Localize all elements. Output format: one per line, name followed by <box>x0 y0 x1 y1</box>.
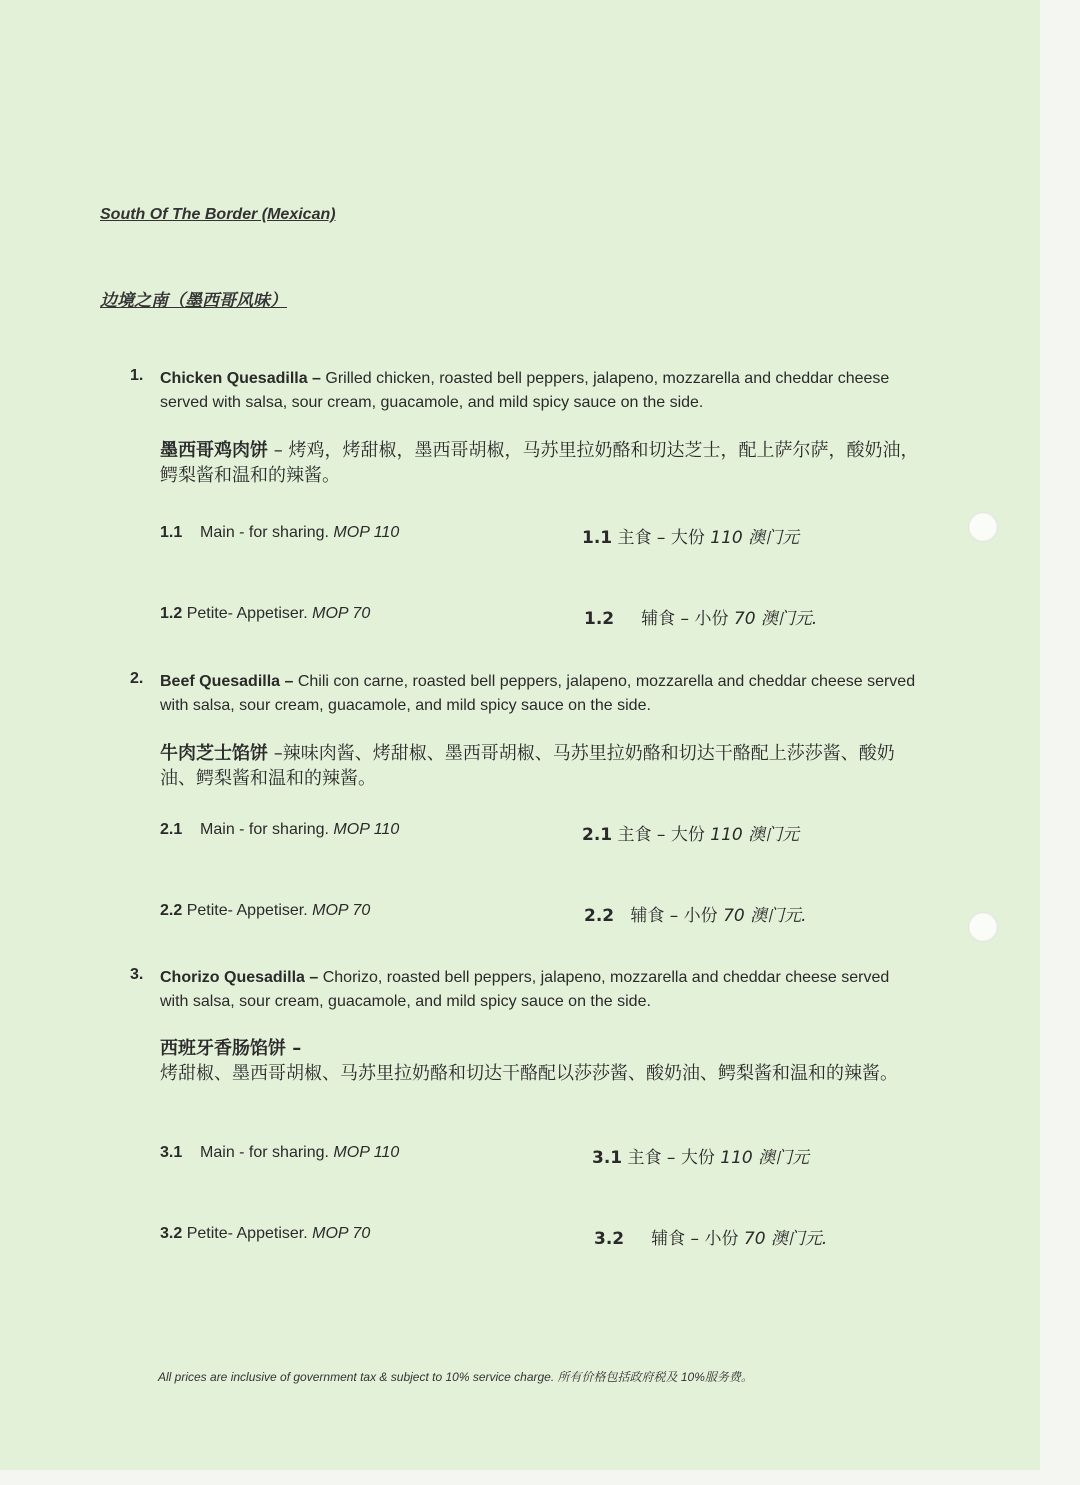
item-name-zh: 牛肉芝士馅饼 <box>160 743 268 764</box>
price-code: 2.1 <box>582 825 613 845</box>
price-main-zh <box>582 820 799 845</box>
punch-hole <box>968 512 998 542</box>
price-code: 1.1 <box>582 528 613 548</box>
item-desc-text-zh: 烤甜椒、墨西哥胡椒、马苏里拉奶酪和切达干酪配以莎莎酱、酸奶油、鳄梨酱和温和的辣酱。 <box>160 1063 898 1084</box>
price-code: 3.1 <box>592 1148 623 1168</box>
item-name-en: Chicken Quesadilla – <box>160 370 321 387</box>
price-petite-en <box>160 902 370 920</box>
item-name-zh: 墨西哥鸡肉饼 <box>160 440 268 461</box>
price-label: 主食 – 大份 <box>627 1148 715 1168</box>
price-amount: 110 澳门元 <box>710 825 800 845</box>
price-label: Petite- Appetiser. <box>186 1225 308 1242</box>
price-amount: 70 澳门元. <box>733 609 818 629</box>
scan-bottom-edge <box>0 1470 1080 1485</box>
price-label: Main - for sharing. <box>200 524 329 541</box>
price-amount: MOP 110 <box>333 821 400 838</box>
price-amount: MOP 70 <box>312 902 371 919</box>
price-label: 辅食 – 小份 <box>630 906 718 926</box>
item-desc-text-zh: – 烤鸡，烤甜椒，墨西哥胡椒，马苏里拉奶酪和切达芝士，配上萨尔萨，酸奶油，鳄梨酱和温和的辣酱。 <box>160 440 919 486</box>
price-code: 2.2 <box>584 906 615 926</box>
price-code: 1.2 <box>584 609 615 629</box>
price-label: Main - for sharing. <box>200 1144 329 1161</box>
price-amount: MOP 70 <box>312 605 371 622</box>
price-main-zh <box>592 1143 809 1168</box>
item-description-en <box>160 966 920 1014</box>
price-petite-zh <box>594 1224 827 1249</box>
item-number: 2. <box>130 670 144 687</box>
price-main-en <box>160 1144 399 1162</box>
price-footnote: All prices are inclusive of government tax & subject to 10% service charge. 所有价格包括政府税及 10%服务费。 <box>158 1370 753 1384</box>
item-description-zh <box>160 741 920 791</box>
price-amount: MOP 70 <box>312 1225 371 1242</box>
price-amount: 110 澳门元 <box>710 528 800 548</box>
price-amount: MOP 110 <box>333 524 400 541</box>
price-label: Petite- Appetiser. <box>186 605 308 622</box>
price-label: 主食 – 大份 <box>617 825 705 845</box>
price-main-zh <box>582 523 799 548</box>
price-label: 辅食 – 小份 <box>651 1229 739 1249</box>
price-label: Petite- Appetiser. <box>186 902 308 919</box>
item-description-zh <box>160 1036 920 1086</box>
price-petite-zh <box>584 604 817 629</box>
item-desc-text-en: Chorizo, roasted bell peppers, jalapeno, mozzarella and cheddar cheese served with salsa, sour cream, guacamole, and mild spicy sauce on the side. <box>160 969 890 1010</box>
price-code: 3.2 <box>160 1225 183 1242</box>
item-desc-text-zh: –辣味肉酱、烤甜椒、墨西哥胡椒、马苏里拉奶酪和切达干酪配上莎莎酱、酸奶油、鳄梨酱和温和的辣酱。 <box>160 743 895 789</box>
price-petite-en <box>160 605 370 623</box>
item-name-en: Beef Quesadilla – <box>160 673 294 690</box>
item-desc-text-en: Grilled chicken, roasted bell peppers, jalapeno, mozzarella and cheddar cheese served with salsa, sour cream, guacamole, and mild spicy sauce on the side. <box>160 370 890 411</box>
price-label: 辅食 – 小份 <box>641 609 729 629</box>
price-label: Main - for sharing. <box>200 821 329 838</box>
item-description-zh <box>160 438 920 488</box>
price-main-en <box>160 524 399 542</box>
price-code: 3.2 <box>594 1229 625 1249</box>
price-amount: 70 澳门元. <box>723 906 807 926</box>
section-title-zh: 边境之南（墨西哥风味） <box>100 291 287 311</box>
price-code: 3.1 <box>160 1144 183 1161</box>
section-title-en: South Of The Border (Mexican) <box>100 206 336 223</box>
item-name-zh: 西班牙香肠馅饼 – <box>160 1038 302 1059</box>
item-description-en <box>160 367 920 415</box>
price-amount: MOP 110 <box>333 1144 400 1161</box>
price-amount: 70 澳门元. <box>743 1229 828 1249</box>
price-petite-en <box>160 1225 370 1243</box>
scan-edge <box>1040 0 1080 1485</box>
price-code: 2.1 <box>160 821 183 838</box>
price-label: 主食 – 大份 <box>617 528 705 548</box>
price-code: 1.2 <box>160 605 183 622</box>
item-number: 3. <box>130 966 144 983</box>
price-petite-zh <box>584 901 807 926</box>
item-number: 1. <box>130 367 144 384</box>
price-code: 1.1 <box>160 524 183 541</box>
item-name-en: Chorizo Quesadilla – <box>160 969 319 986</box>
item-description-en <box>160 670 920 718</box>
price-main-en <box>160 821 399 839</box>
price-amount: 110 澳门元 <box>720 1148 810 1168</box>
punch-hole <box>968 912 998 942</box>
item-desc-text-en: Chili con carne, roasted bell peppers, jalapeno, mozzarella and cheddar cheese served with salsa, sour cream, guacamole, and mild spicy sauce on the side. <box>160 673 916 714</box>
price-code: 2.2 <box>160 902 183 919</box>
